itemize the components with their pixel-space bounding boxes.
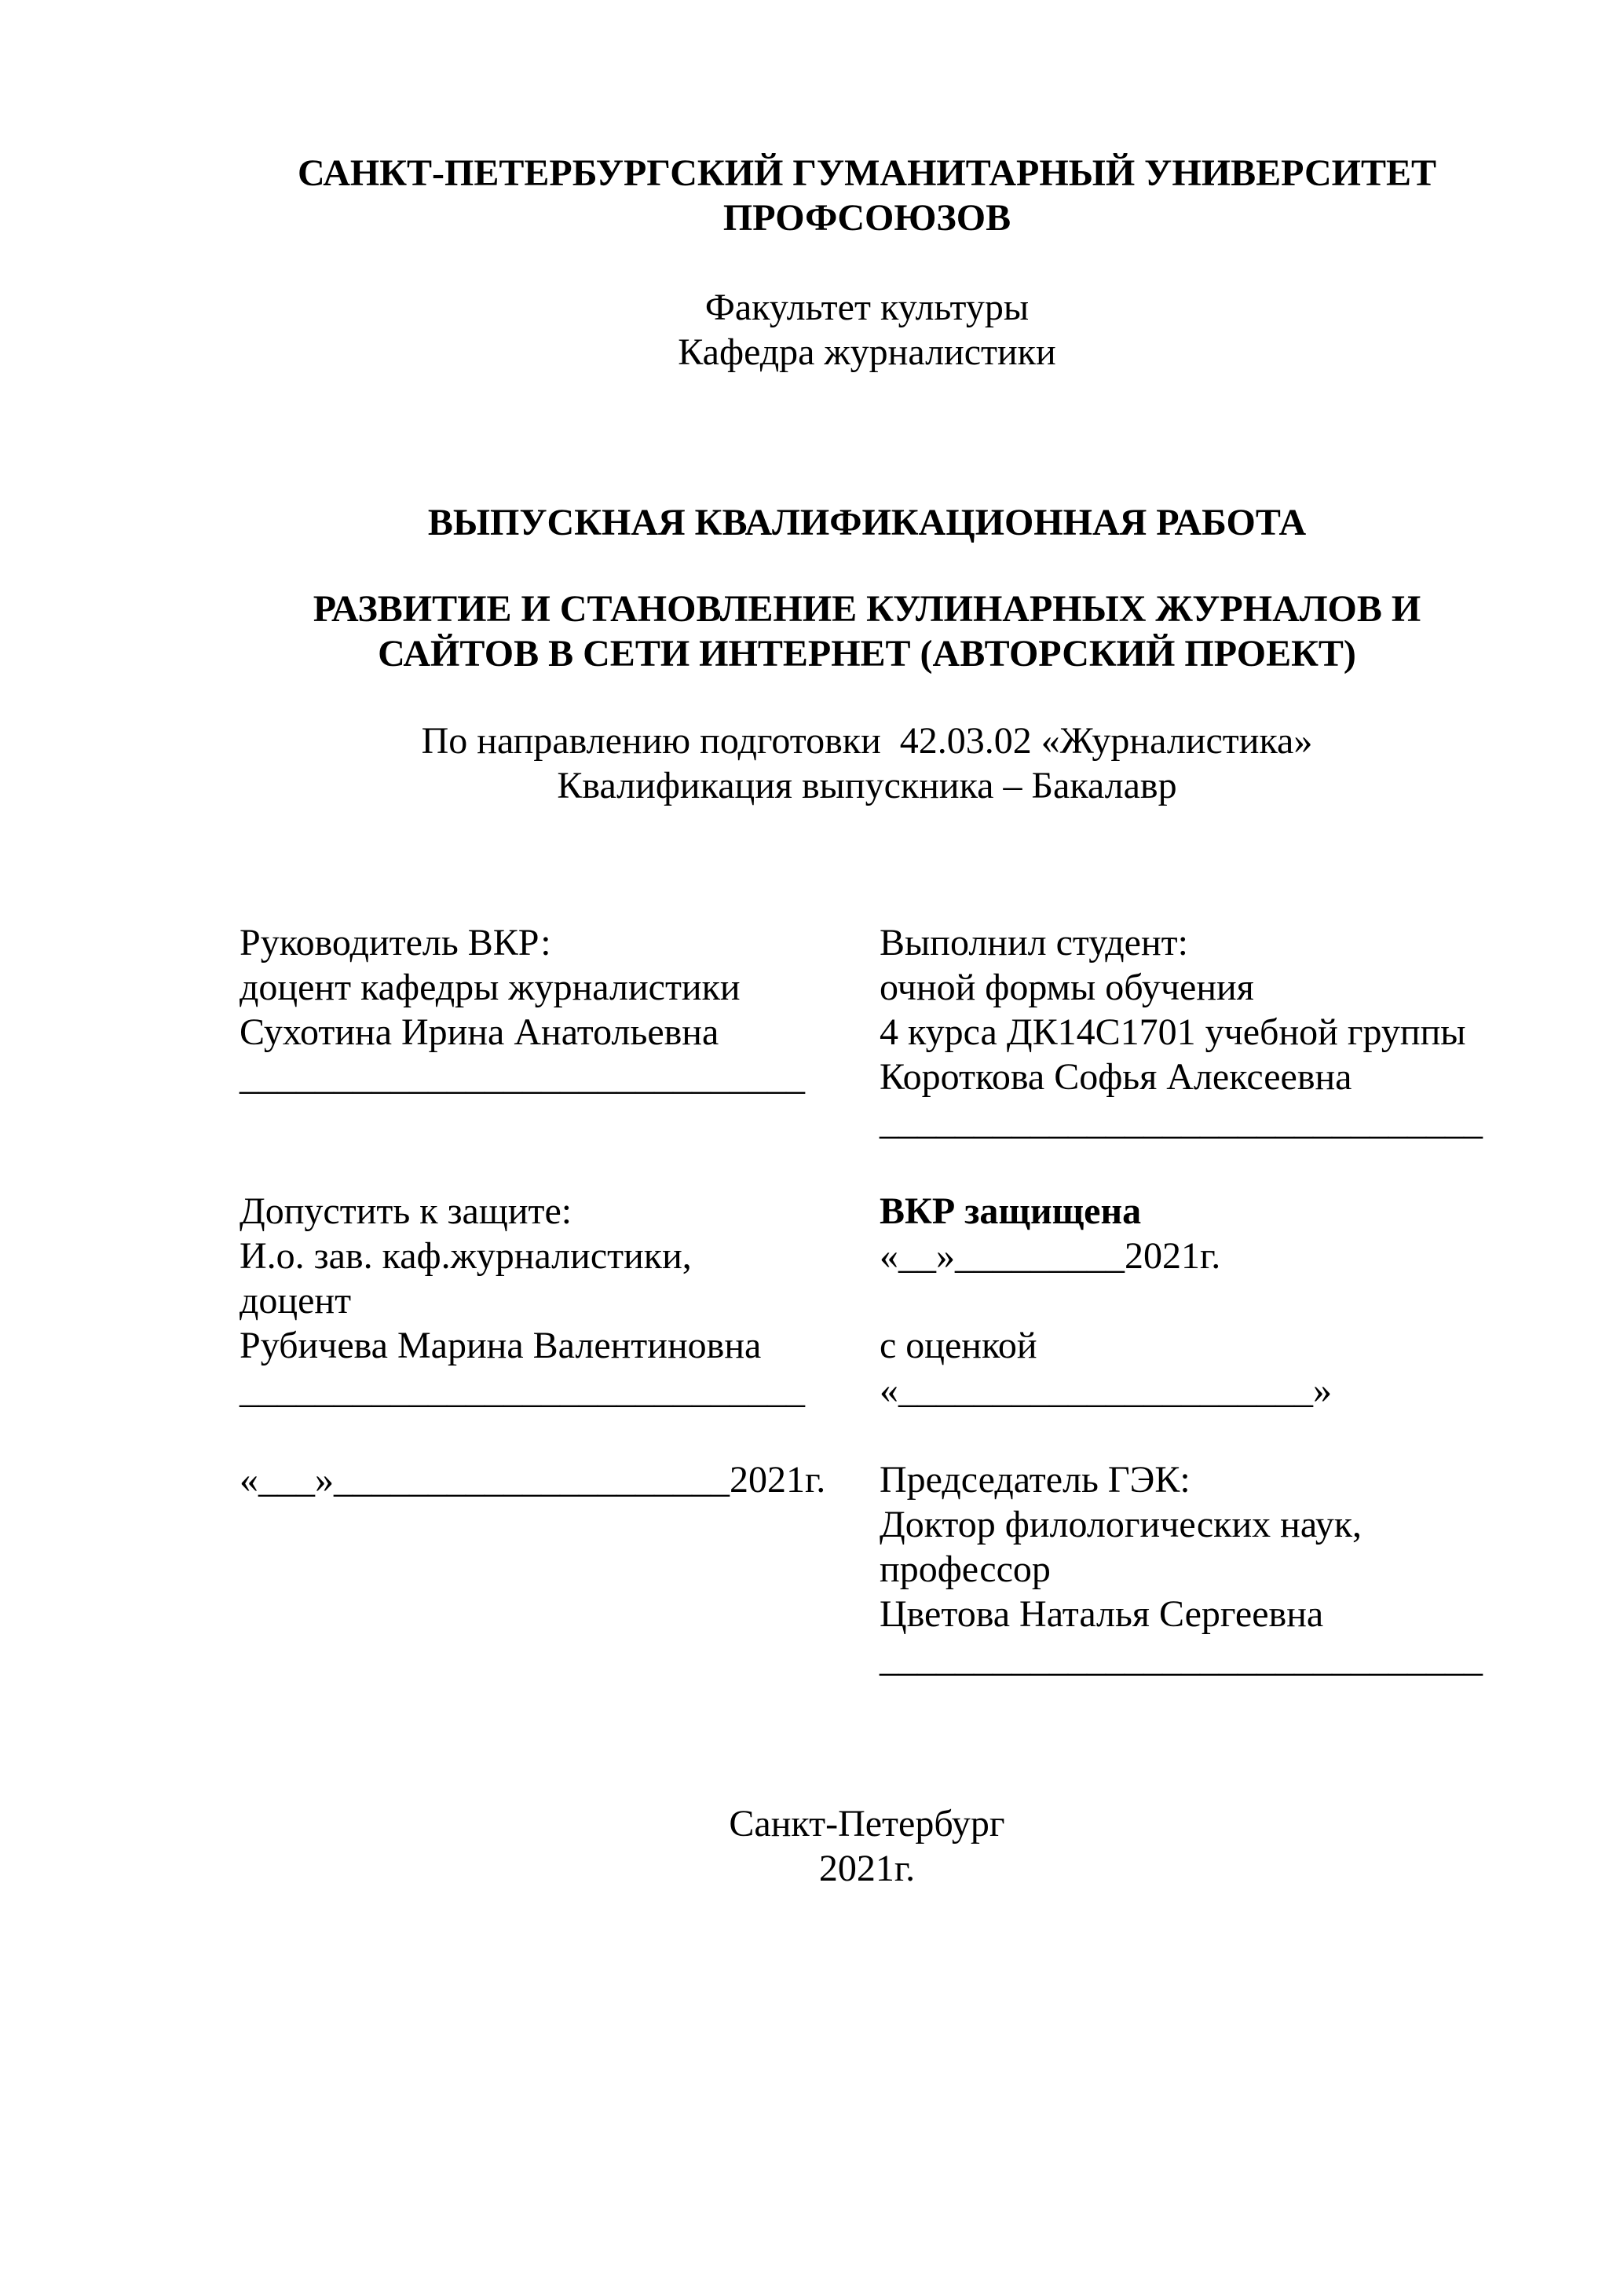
thesis-title-line2: САЙТОВ В СЕТИ ИНТЕРНЕТ (АВТОРСКИЙ ПРОЕКТ)	[378, 633, 1356, 675]
chairman-position: профессор	[880, 1548, 1051, 1590]
supervisor-label: Руководитель ВКР:	[240, 922, 551, 963]
supervisor-signature-line: ______________________________	[240, 1056, 805, 1098]
department-name: Кафедра журналистики	[678, 331, 1056, 373]
university-name-line2: ПРОФСОЮЗОВ	[722, 197, 1011, 239]
supervisor-name: Сухотина Ирина Анатольевна	[240, 1011, 719, 1053]
chairman-label: Председатель ГЭК:	[880, 1459, 1191, 1501]
supervisor-position: доцент кафедры журналистики	[240, 967, 741, 1008]
spacer	[240, 240, 1494, 285]
defense-grade-line: «______________________»	[880, 1369, 1332, 1411]
document-header	[240, 151, 1494, 375]
spacer	[240, 1144, 880, 1189]
student-study-form: очной формы обучения	[880, 967, 1254, 1008]
spacer	[240, 1099, 880, 1144]
spacer	[240, 1413, 880, 1457]
work-type-heading: ВЫПУСКНАЯ КВАЛИФИКАЦИОННАЯ РАБОТА	[427, 502, 1307, 543]
chairman-degree: Доктор филологических наук,	[880, 1504, 1362, 1545]
defense-date-line: «__»_________2021г.	[880, 1235, 1221, 1277]
admission-label: Допустить к защите:	[240, 1190, 572, 1232]
document-footer	[240, 1801, 1494, 1891]
chairman-name: Цветова Наталья Сергеевна	[880, 1593, 1324, 1635]
signature-columns	[240, 920, 1494, 1681]
student-name: Короткова Софья Алексеевна	[880, 1056, 1352, 1098]
spacer	[880, 1144, 1494, 1189]
right-column	[880, 920, 1494, 1681]
student-label: Выполнил студент:	[880, 922, 1188, 963]
defense-grade-label: с оценкой	[880, 1325, 1037, 1366]
student-signature-line: ________________________________	[880, 1101, 1483, 1143]
admission-position-line1: И.о. зав. каф.журналистики,	[240, 1235, 692, 1277]
graduate-qualification: Квалификация выпускника – Бакалавр	[557, 765, 1177, 806]
left-column	[240, 920, 880, 1502]
defense-label: ВКР защищена	[880, 1190, 1142, 1232]
program-block	[240, 718, 1494, 808]
city-name: Санкт-Петербург	[729, 1803, 1005, 1844]
program-direction: По направлению подготовки 42.03.02 «Журналистика»	[421, 720, 1313, 762]
thesis-title	[240, 587, 1494, 676]
spacer	[880, 1413, 1494, 1457]
work-type-block	[240, 500, 1494, 545]
thesis-title-line1: РАЗВИТИЕ И СТАНОВЛЕНИЕ КУЛИНАРНЫХ ЖУРНАЛОВ И	[313, 588, 1421, 630]
faculty-name: Факультет культуры	[704, 287, 1030, 328]
university-name-line1: САНКТ-ПЕТЕРБУРГСКИЙ ГУМАНИТАРНЫЙ УНИВЕРСИТЕТ	[297, 152, 1437, 194]
spacer	[880, 1278, 1494, 1323]
year: 2021г.	[818, 1848, 916, 1889]
admission-signature-line: ______________________________	[240, 1369, 805, 1411]
admission-name: Рубичева Марина Валентиновна	[240, 1325, 762, 1366]
student-group: 4 курса ДК14С1701 учебной группы	[880, 1011, 1466, 1053]
chairman-signature-line: ________________________________	[880, 1638, 1483, 1680]
admission-date-line: «___»_____________________2021г.	[240, 1459, 826, 1501]
admission-position-line2: доцент	[240, 1280, 352, 1322]
